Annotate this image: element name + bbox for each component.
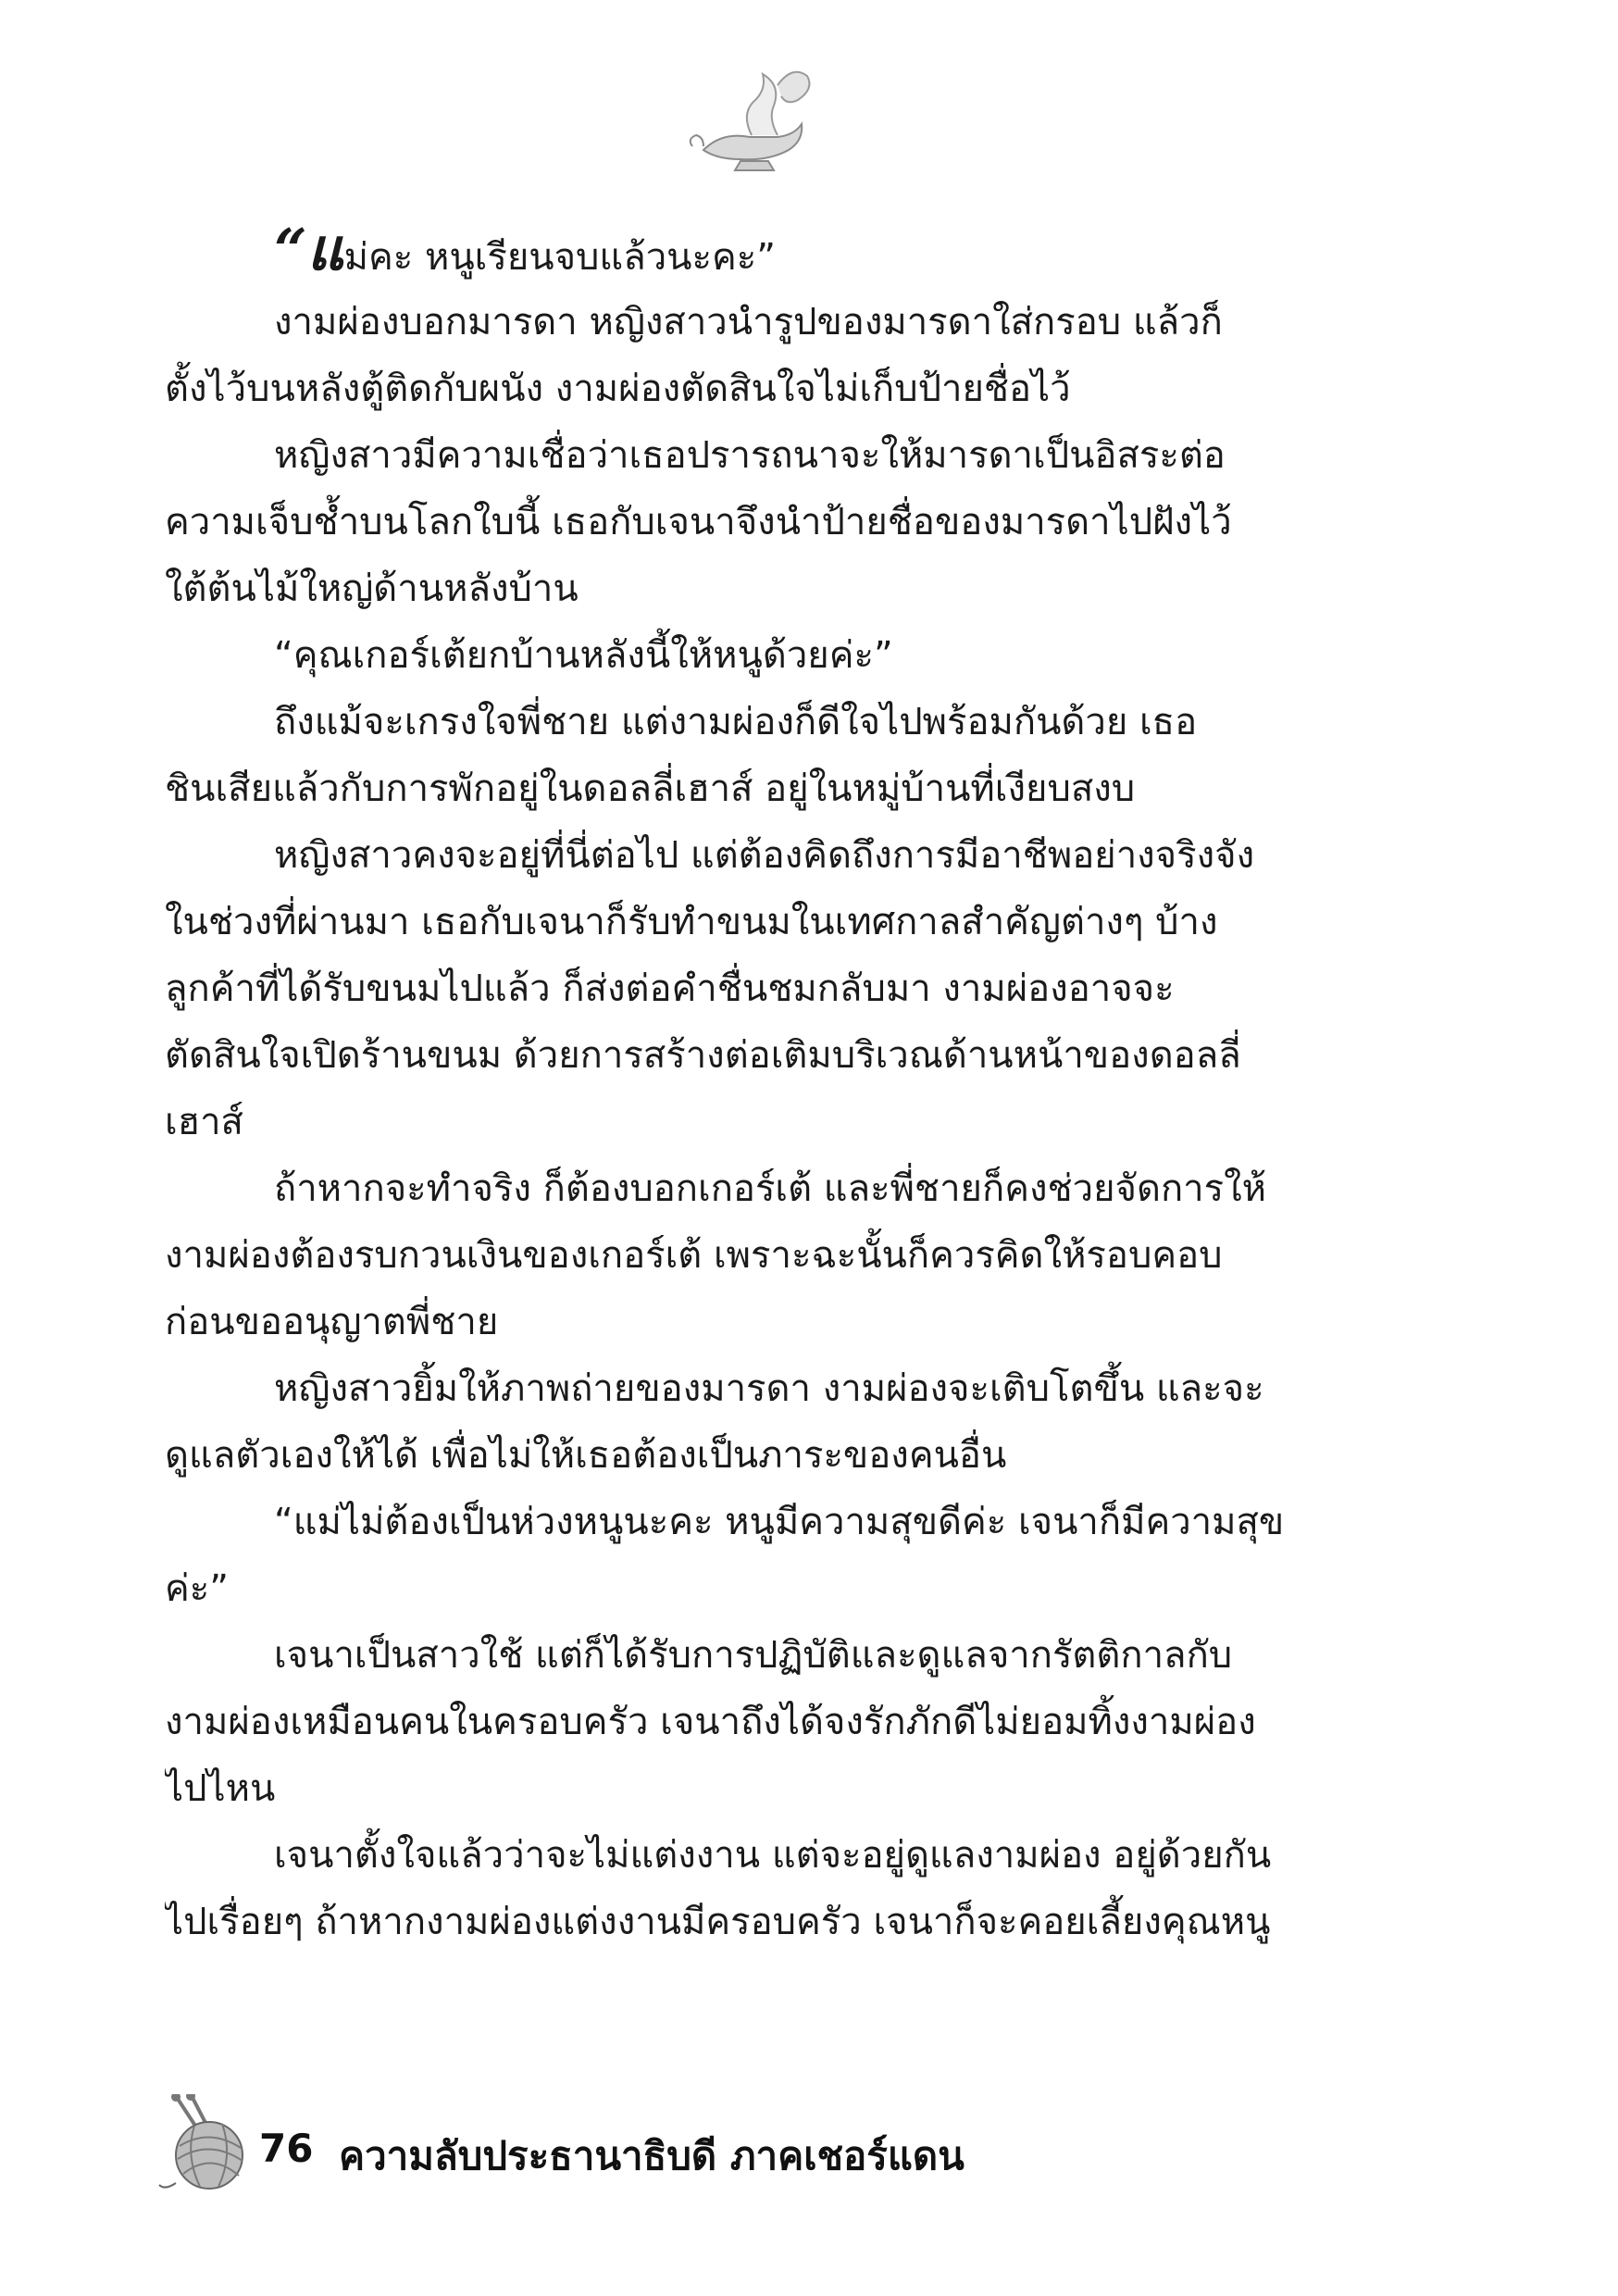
text-line-19: ดูแลตัวเองให้ได้ เพื่อไม่ให้เธอต้องเป็นภาระของคนอื่น: [165, 1434, 1007, 1477]
text-line-3: ตั้งไว้บนหลังตู้ติดกับผนัง งามผ่องตัดสินใจไม่เก็บป้ายชื่อไว้: [165, 368, 1071, 410]
text-line-24: ไปไหน: [165, 1767, 276, 1810]
text-line-20: “แม่ไม่ต้องเป็นห่วงหนูนะคะ หนูมีความสุขดีค่ะ เจนาก็มีความสุข: [274, 1501, 1285, 1543]
body-text: [165, 222, 1359, 1955]
text-line-15: ถ้าหากจะทำจริง ก็ต้องบอกเกอร์เต้ และพี่ชายก็คงช่วยจัดการให้: [274, 1167, 1267, 1210]
text-line-25: เจนาตั้งใจแล้วว่าจะไม่แต่งงาน แต่จะอยู่ดูแลงามผ่อง อยู่ด้วยกัน: [274, 1834, 1272, 1877]
text-line-26: ไปเรื่อยๆ ถ้าหากงามผ่องแต่งงานมีครอบครัว เจนาก็จะคอยเลี้ยงคุณหนู: [165, 1901, 1271, 1943]
text-line-1: [165, 222, 1359, 289]
text-line-22: เจนาเป็นสาวใช้ แต่ก็ได้รับการปฏิบัติและดูแลจากรัตติกาลกับ: [274, 1634, 1233, 1677]
drop-cap: “แ: [274, 222, 344, 283]
text-line-1-rest: ม่คะ หนูเรียนจบแล้วนะคะ”: [343, 236, 776, 279]
text-line-16: งามผ่องต้องรบกวนเงินของเกอร์เต้ เพราะฉะนั้นก็ควรคิดให้รอบคอบ: [165, 1234, 1223, 1277]
text-line-4: หญิงสาวมีความเชื่อว่าเธอปรารถนาจะให้มารดาเป็นอิสระต่อ: [274, 434, 1226, 477]
text-line-12: ลูกค้าที่ได้รับขนมไปแล้ว ก็ส่งต่อคำชื่นชมกลับมา งามผ่องอาจจะ: [165, 967, 1175, 1010]
text-line-11: ในช่วงที่ผ่านมา เธอกับเจนาก็รับทำขนมในเทศกาลสำคัญต่างๆ บ้าง: [165, 901, 1218, 943]
text-line-21: ค่ะ”: [165, 1567, 229, 1610]
page-number: 76: [259, 2126, 314, 2171]
text-line-13: ตัดสินใจเปิดร้านขนม ด้วยการสร้างต่อเติมบริเวณด้านหน้าของดอลลี่: [165, 1034, 1241, 1077]
text-line-23: งามผ่องเหมือนคนในครอบครัว เจนาถึงได้จงรักภักดีไม่ยอมทิ้งงามผ่อง: [165, 1701, 1256, 1743]
book-title: ความลับประธานาธิบดี ภาคเชอร์แดน: [339, 2133, 965, 2178]
text-line-18: หญิงสาวยิ้มให้ภาพถ่ายของมารดา งามผ่องจะเติบโตขึ้น และจะ: [274, 1367, 1264, 1410]
text-line-5: ความเจ็บช้ำบนโลกใบนี้ เธอกับเจนาจึงนำป้ายชื่อของมารดาไปฝังไว้: [165, 501, 1232, 543]
text-line-14: เฮาส์: [165, 1101, 243, 1143]
genie-lamp-icon: [685, 57, 824, 178]
page-footer: [157, 2094, 1361, 2196]
text-line-17: ก่อนขออนุญาตพี่ชาย: [165, 1301, 499, 1343]
text-line-7: “คุณเกอร์เต้ยกบ้านหลังนี้ให้หนูด้วยค่ะ”: [274, 634, 893, 677]
text-line-2: งามผ่องบอกมารดา หญิงสาวนำรูปของมารดาใส่กรอบ แล้วก็: [274, 301, 1223, 343]
text-line-6: ใต้ต้นไม้ใหญ่ด้านหลังบ้าน: [165, 568, 579, 610]
yarn-ball-icon: [157, 2094, 268, 2196]
text-line-9: ชินเสียแล้วกับการพักอยู่ในดอลลี่เฮาส์ อยู่ในหมู่บ้านที่เงียบสงบ: [165, 767, 1136, 810]
text-line-8: ถึงแม้จะเกรงใจพี่ชาย แต่งามผ่องก็ดีใจไปพร้อมกันด้วย เธอ: [274, 701, 1198, 743]
text-line-10: หญิงสาวคงจะอยู่ที่นี่ต่อไป แต่ต้องคิดถึงการมีอาชีพอย่างจริงจัง: [274, 834, 1255, 877]
